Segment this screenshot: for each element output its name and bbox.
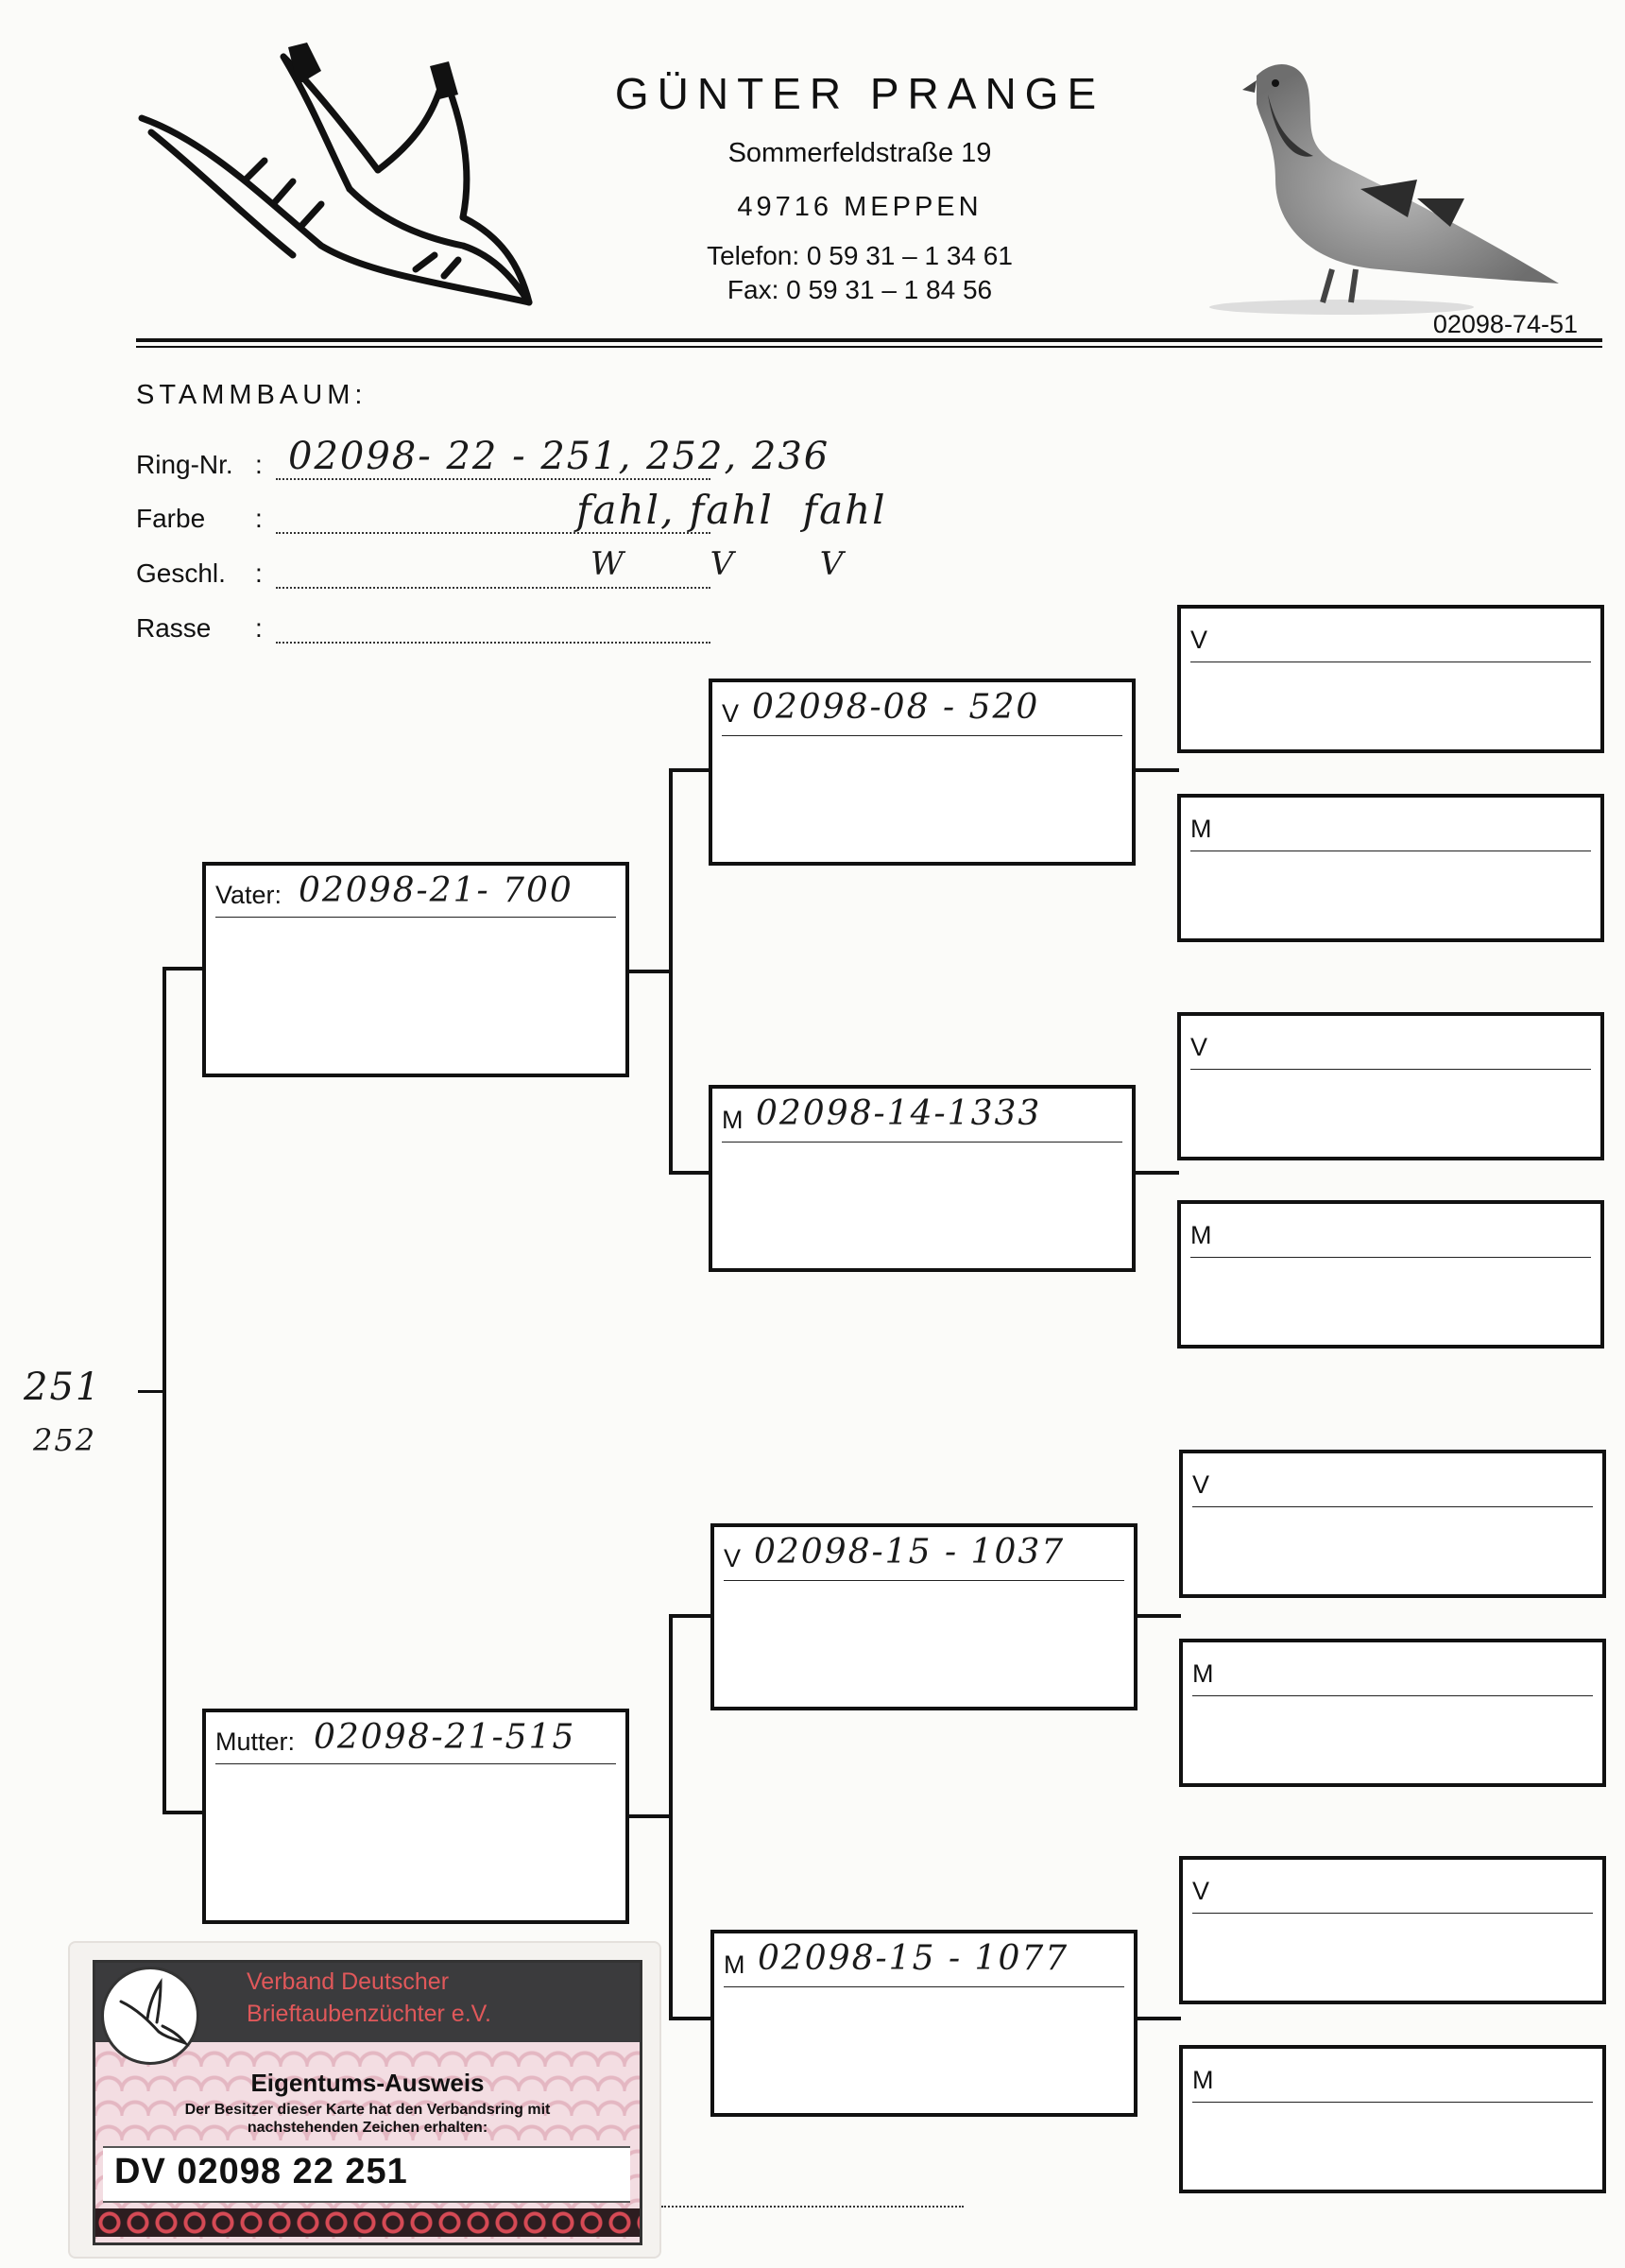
great-grandparent-box[interactable] <box>1179 1856 1606 2004</box>
connector <box>162 1811 204 1814</box>
vater-ring: 02098-21- 700 <box>299 871 573 910</box>
ring-colon: : <box>255 450 263 479</box>
geschl-field[interactable] <box>276 587 710 589</box>
card-org-line1: Verband Deutscher <box>247 1968 450 1995</box>
ggp-label: V <box>1192 1877 1210 1905</box>
grandparent-underline <box>724 1580 1124 1581</box>
vater-underline <box>215 917 616 918</box>
ggp-label: V <box>1192 1470 1210 1499</box>
grandparent-underline <box>724 1986 1124 1987</box>
connector <box>162 967 166 1814</box>
connector <box>1136 1614 1181 1618</box>
grandparent-label: V <box>724 1544 742 1572</box>
header-rule <box>136 338 1602 342</box>
farbe-value: fahl, fahl fahl <box>576 487 887 533</box>
connector <box>669 1614 712 1618</box>
connector <box>138 1390 162 1393</box>
breeder-fax: Fax: 0 59 31 – 1 84 56 <box>727 275 993 304</box>
header-ring-ref: 02098-74-51 <box>1432 310 1578 338</box>
grandparent-box-3[interactable] <box>710 1523 1138 1710</box>
connector <box>627 970 671 973</box>
connector <box>1136 2017 1181 2020</box>
grandparent-box-2[interactable] <box>709 1085 1136 1272</box>
rasse-colon: : <box>255 613 263 643</box>
connector <box>669 768 673 1175</box>
side-note-252: 252 <box>33 1422 97 1458</box>
header-rule-thin <box>136 346 1602 348</box>
geschl-label: Geschl. <box>136 558 226 588</box>
signature-line[interactable] <box>661 2206 964 2208</box>
connector <box>669 2017 712 2020</box>
farbe-colon: : <box>255 504 263 533</box>
grandparent-label: V <box>722 699 740 728</box>
connector <box>1134 768 1179 772</box>
ggp-underline <box>1192 1506 1593 1507</box>
vater-label: Vater: <box>215 881 282 909</box>
connector <box>162 967 204 971</box>
grandparent-ring: 02098-08 - 520 <box>752 688 1040 727</box>
ggp-label: V <box>1190 626 1208 654</box>
ggp-label: V <box>1190 1033 1208 1061</box>
card-border-band <box>95 2208 640 2237</box>
ring-value: 02098- 22 - 251, 252, 236 <box>288 435 830 478</box>
geschl-value: W V V <box>590 545 846 583</box>
great-grandparent-box[interactable] <box>1177 1012 1604 1160</box>
card-text: Der Besitzer dieser Karte hat den Verbandsring mit nachstehenden Zeichen erhalten: <box>184 2102 551 2136</box>
ggp-label: M <box>1190 1221 1212 1249</box>
ownership-card <box>70 1943 659 2257</box>
card-ring-number: DV 02098 22 251 <box>114 2152 408 2191</box>
mutter-label: Mutter: <box>215 1727 296 1756</box>
farbe-label: Farbe <box>136 504 206 533</box>
grandparent-ring: 02098-15 - 1077 <box>758 1939 1069 1978</box>
ring-label: Ring-Nr. <box>136 450 233 479</box>
ggp-underline <box>1190 850 1591 851</box>
ggp-label: M <box>1192 2066 1214 2094</box>
grandparent-label: M <box>724 1950 745 1979</box>
pigeon-photo <box>1200 38 1578 321</box>
great-grandparent-box[interactable] <box>1177 1200 1604 1349</box>
grandparent-label: M <box>722 1106 744 1134</box>
connector <box>669 768 710 772</box>
mutter-ring: 02098-21-515 <box>314 1718 576 1757</box>
breeder-phone: Telefon: 0 59 31 – 1 34 61 <box>707 241 1013 270</box>
card-logo-circle <box>101 1967 199 2065</box>
great-grandparent-box[interactable] <box>1179 1450 1606 1598</box>
mutter-box[interactable] <box>202 1709 629 1924</box>
card-org-line2: Brieftaubenzüchter e.V. <box>247 2001 491 2027</box>
great-grandparent-box[interactable] <box>1177 605 1604 753</box>
great-grandparent-box[interactable] <box>1179 2045 1606 2193</box>
ggp-underline <box>1192 1695 1593 1696</box>
grandparent-underline <box>722 1142 1122 1143</box>
grandparent-ring: 02098-15 - 1037 <box>754 1533 1066 1572</box>
ggp-underline <box>1190 1069 1591 1070</box>
geschl-colon: : <box>255 558 263 588</box>
side-note-251: 251 <box>24 1366 102 1409</box>
grandparent-underline <box>722 735 1122 736</box>
vater-box[interactable] <box>202 862 629 1077</box>
card-title: Eigentums-Ausweis <box>250 2069 485 2097</box>
form-title: STAMMBAUM: <box>136 380 368 410</box>
ggp-underline <box>1192 2102 1593 2103</box>
rasse-field[interactable] <box>276 642 710 644</box>
breeder-city: 49716 MEPPEN <box>737 192 983 222</box>
swift-logo <box>132 28 567 312</box>
great-grandparent-box[interactable] <box>1179 1639 1606 1787</box>
ggp-underline <box>1192 1913 1593 1914</box>
connector <box>627 1814 671 1818</box>
connector <box>669 1614 673 2020</box>
breeder-street: Sommerfeldstraße 19 <box>727 138 992 168</box>
ggp-underline <box>1190 1257 1591 1258</box>
ring-field[interactable] <box>276 478 710 480</box>
rasse-label: Rasse <box>136 613 212 643</box>
grandparent-box-4[interactable] <box>710 1930 1138 2117</box>
great-grandparent-box[interactable] <box>1177 794 1604 942</box>
grandparent-box-1[interactable] <box>709 679 1136 866</box>
ggp-label: M <box>1190 815 1212 843</box>
connector <box>669 1171 710 1175</box>
ggp-label: M <box>1192 1659 1214 1688</box>
breeder-name: GÜNTER PRANGE <box>614 69 1105 118</box>
mutter-underline <box>215 1763 616 1764</box>
grandparent-ring: 02098-14-1333 <box>756 1094 1042 1133</box>
connector <box>1134 1171 1179 1175</box>
